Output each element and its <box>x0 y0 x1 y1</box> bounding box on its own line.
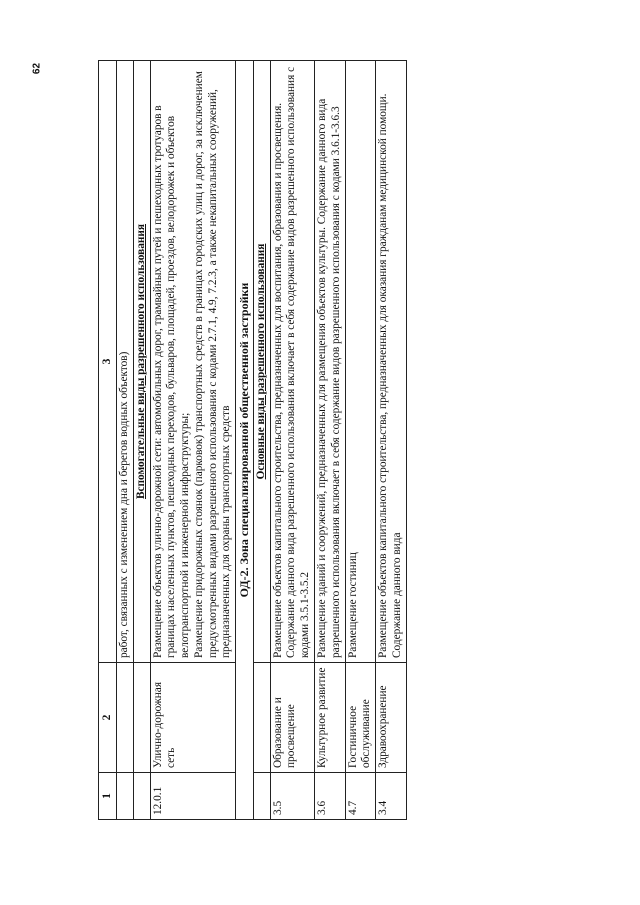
continued-text: работ, связанных с изменением дна и берегов водных объектов) <box>117 61 134 663</box>
row-name: Здравоохранение <box>376 663 407 773</box>
table-row <box>376 61 407 820</box>
row-code: 3.5 <box>270 773 314 820</box>
row-description-part-2: Размещение придорожных стоянок (парковок) транспортных средств в границах городских улиц и дорог, за исключением предусмотренных видами разрешенного использования с кодами 2.7.1, 4.9, 7.2.3, а также некапитальных сооружений, предназначенных для охраны транспортных средств <box>192 71 233 658</box>
row-name: Образование и просвещение <box>270 663 314 773</box>
header-col-1: 1 <box>99 773 117 820</box>
aux-section-heading: Вспомогательные виды разрешенного использования <box>133 61 150 663</box>
table-header-row <box>99 61 117 820</box>
header-col-3: 3 <box>99 61 117 663</box>
row-description: Размещение зданий и сооружений, предназначенных для размещения объектов культуры. Содержание данного вида разрешенного использования включает в себя содержание видов разрешенного использования с кодами 3.6.1-3.6.3 <box>315 61 346 663</box>
row-name: Улично-дорожная сеть <box>150 663 236 773</box>
row-description <box>150 61 236 663</box>
table-row <box>315 61 346 820</box>
rotated-table-region <box>98 60 548 820</box>
row-code: 3.4 <box>376 773 407 820</box>
page-number: 62 <box>31 62 43 75</box>
land-use-table <box>98 60 407 820</box>
main-section-heading: Основные виды разрешенного использования <box>253 61 270 663</box>
row-code: 4.7 <box>345 773 376 820</box>
zone-title: ОД-2. Зона специализированной общественной застройки <box>236 61 254 820</box>
row-description: Размещение объектов капитального строительства, предназначенных для оказания гражданам медицинской помощи. Содержание данного вида <box>376 61 407 663</box>
table-row-continued <box>117 61 134 820</box>
header-col-2: 2 <box>99 663 117 773</box>
row-code: 12.0.1 <box>150 773 236 820</box>
row-description: Размещение гостиниц <box>345 61 376 663</box>
section-row-auxiliary <box>133 61 150 820</box>
row-description: Размещение объектов капитального строительства, предназначенных для воспитания, образования и просвещения. Содержание данного вида разрешенного использования включает в себя содержание видов разрешенного использования с кодами 3.5.1-3.5.2 <box>270 61 314 663</box>
table-row <box>345 61 376 820</box>
zone-title-row <box>236 61 254 820</box>
row-name: Гостиничное обслуживание <box>345 663 376 773</box>
row-name: Культурное развитие <box>315 663 346 773</box>
table-row <box>150 61 236 820</box>
table-row <box>270 61 314 820</box>
row-code: 3.6 <box>315 773 346 820</box>
row-description-part-1: Размещение объектов улично-дорожной сети: автомобильных дорог, трамвайных путей и пешеходных тротуаров в границах населенных пунктов, пешеходных переходов, бульваров, площадей, проездов, велодорожек и объектов велотранспортной и инженерной инфраструктуры; <box>151 105 192 658</box>
section-row-main <box>253 61 270 820</box>
